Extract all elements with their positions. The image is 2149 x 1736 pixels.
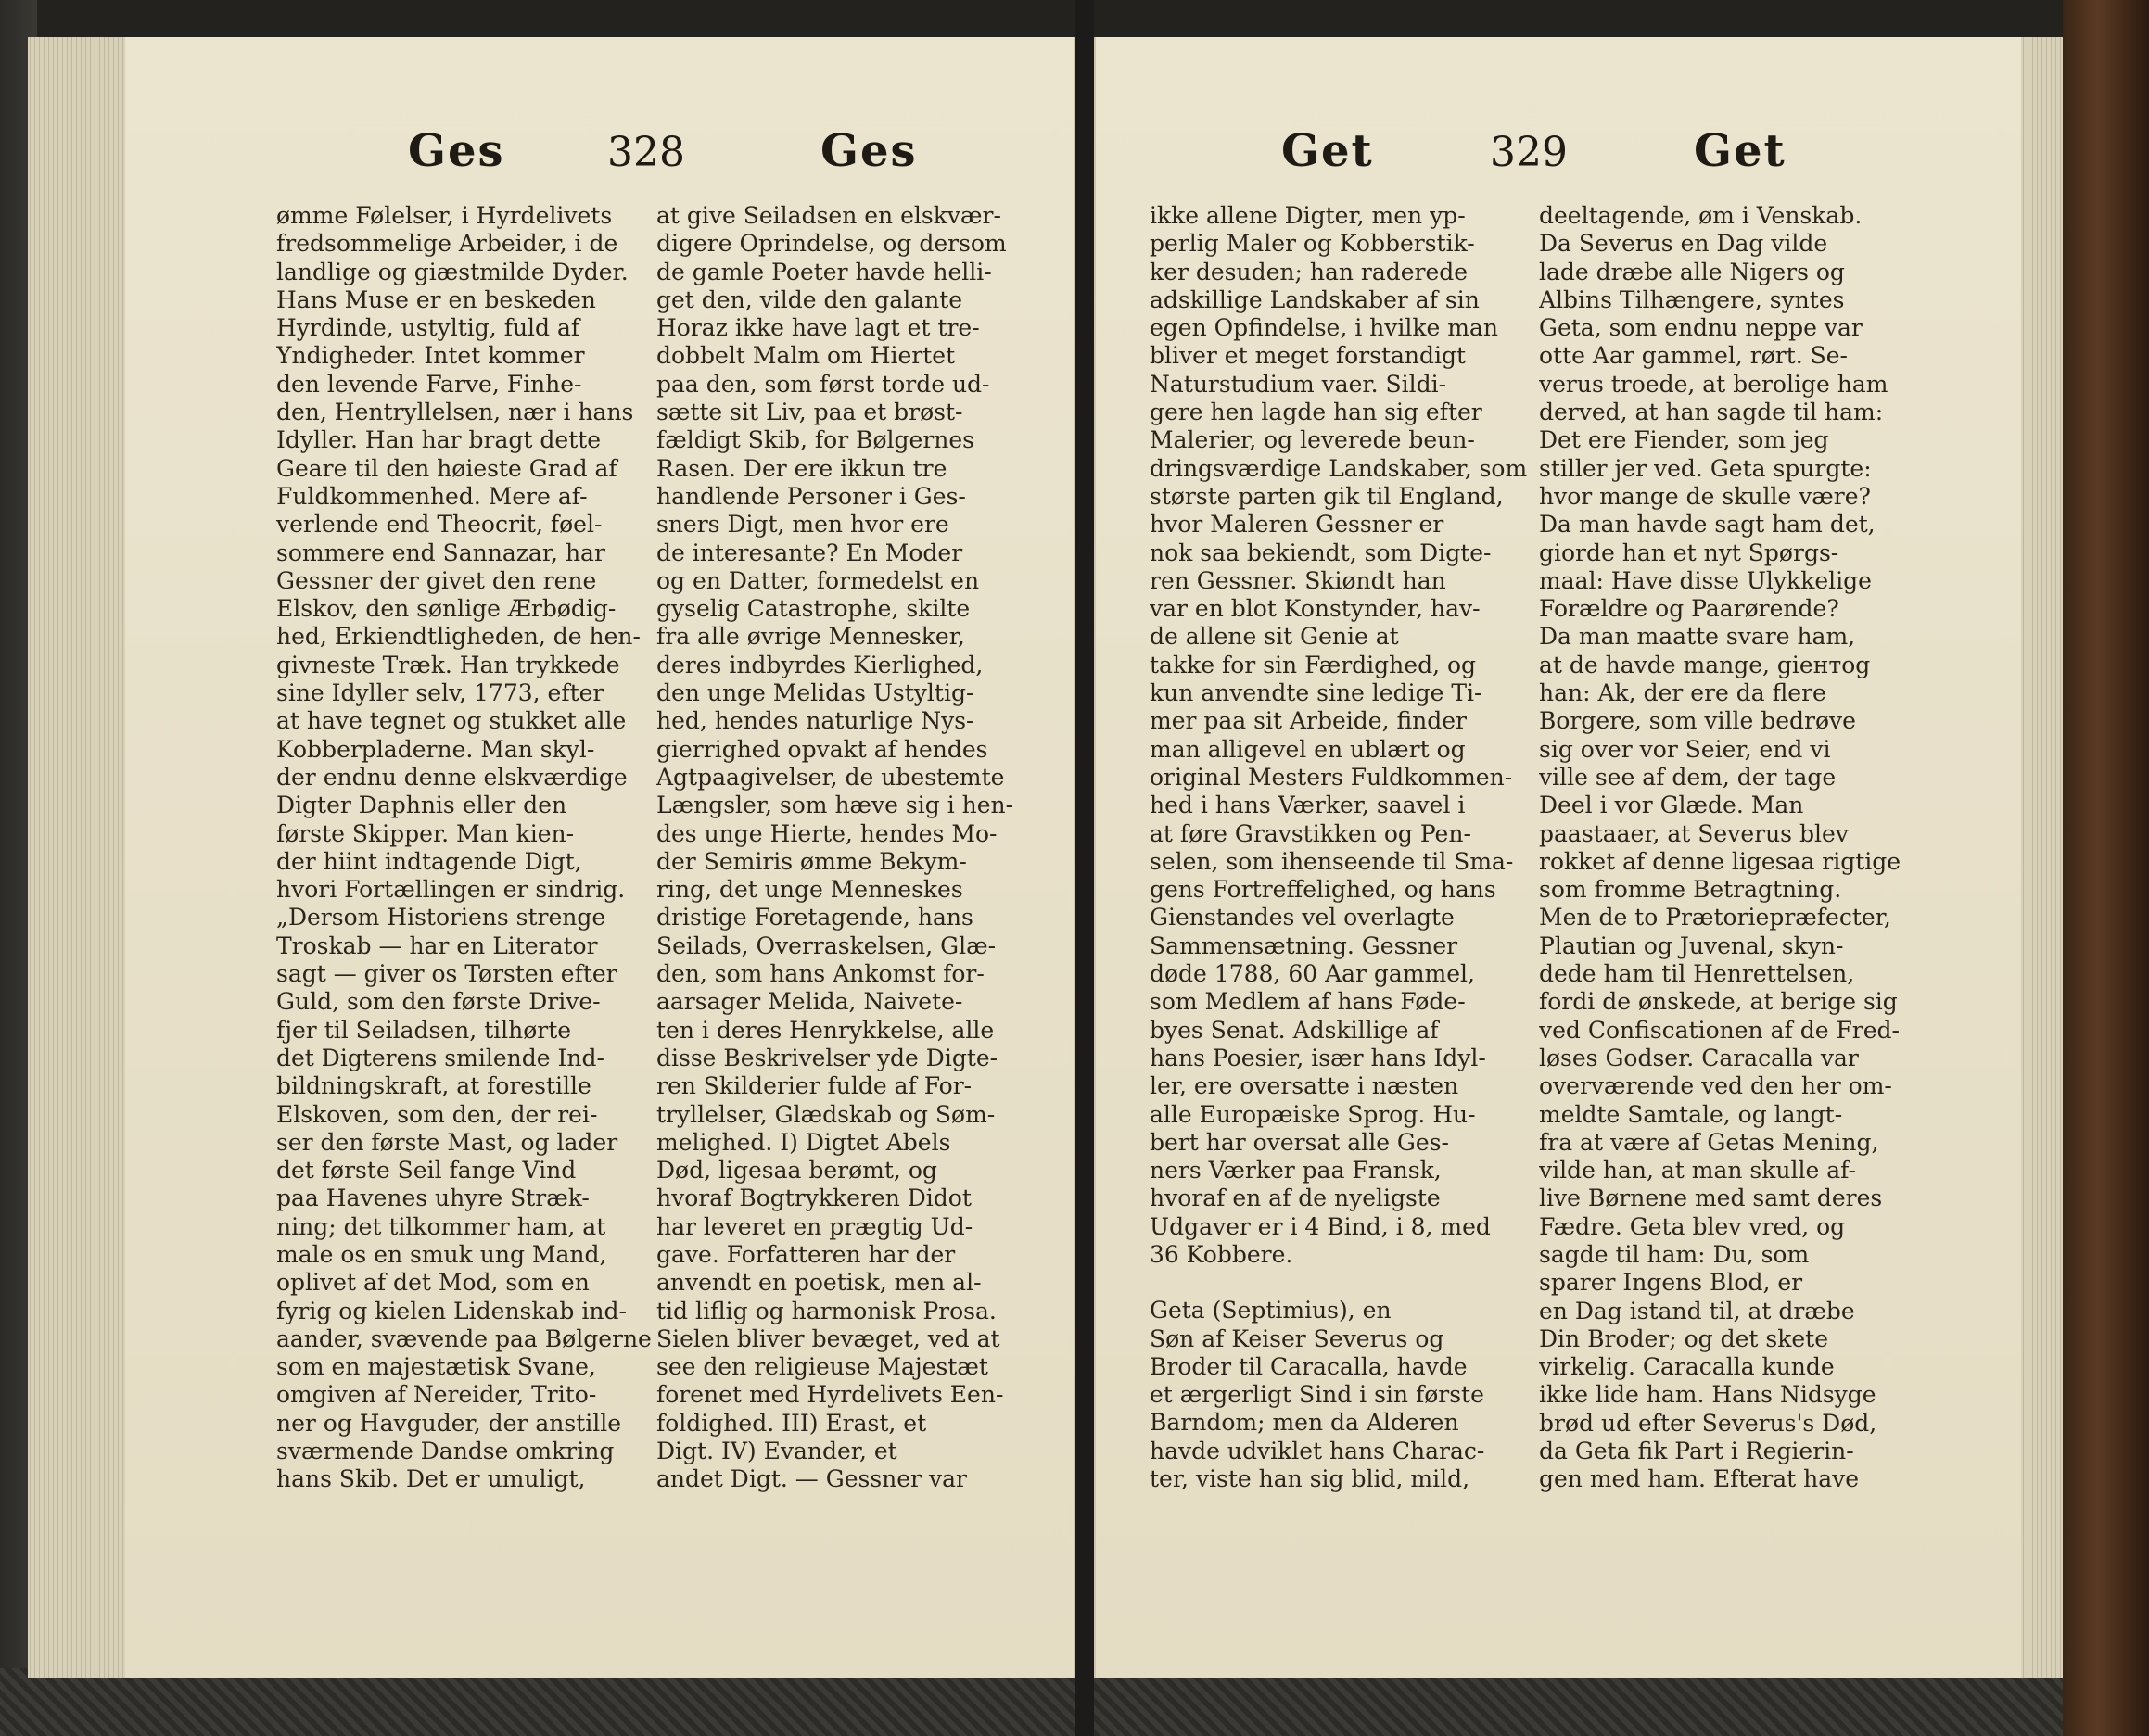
text-line: de allene sit Genie at bbox=[1150, 623, 1399, 651]
entry-separator bbox=[1150, 1269, 1558, 1297]
text-line: fordi de ønskede, at berige sig bbox=[1539, 988, 1898, 1016]
text-line: vilde han, at man skulle af- bbox=[1539, 1157, 1856, 1185]
text-line: aarsager Melida, Naivete- bbox=[656, 988, 963, 1016]
text-line: anvendt en poetisk, men al- bbox=[656, 1269, 982, 1297]
text-line: nok saa bekiendt, som Digte- bbox=[1150, 539, 1492, 566]
text-line: sparer Ingens Blod, er bbox=[1539, 1269, 1803, 1297]
text-line: Søn af Keiser Severus og bbox=[1150, 1324, 1444, 1352]
text-line: Geare til den høieste Grad af bbox=[276, 454, 617, 482]
text-line: ville see af dem, der tage bbox=[1539, 763, 1837, 791]
text-line: gyselig Catastrophe, skilte bbox=[656, 595, 971, 623]
text-line: Fuldkommenhed. Mere af- bbox=[276, 482, 588, 510]
text-line: gens Fortreffelighed, og hans bbox=[1150, 876, 1496, 904]
right-page-number: 329 bbox=[1490, 129, 1568, 176]
text-line: sagde til ham: Du, som bbox=[1539, 1240, 1810, 1268]
text-line: som fromme Betragtning. bbox=[1539, 876, 1842, 904]
text-line: Sammensætning. Gessner bbox=[1150, 931, 1458, 959]
text-line: aander, svævende paa Bølgerne bbox=[276, 1324, 652, 1352]
text-line: dobbelt Malm om Hiertet bbox=[656, 342, 956, 370]
text-line: fra at være af Getas Mening, bbox=[1539, 1128, 1879, 1156]
text-line: Hyrdinde, ustyltig, fuld af bbox=[276, 314, 580, 342]
left-page-header bbox=[28, 125, 1074, 190]
text-line: lade dræbe alle Nigers og bbox=[1539, 258, 1845, 285]
text-line: har leveret en prægtig Ud- bbox=[656, 1212, 973, 1240]
text-line: Naturstudium vaer. Sildi- bbox=[1150, 370, 1447, 398]
text-line: hed, hendes naturlige Nys- bbox=[656, 707, 974, 735]
text-line: Borgere, som ville bedrøve bbox=[1539, 707, 1856, 735]
text-line: paastaaer, at Severus blev bbox=[1539, 819, 1849, 847]
text-line: Agtpaagivelser, de ubestemte bbox=[656, 763, 1005, 791]
text-line: Gienstandes vel overlagte bbox=[1150, 904, 1455, 931]
text-line: en Dag istand til, at dræbe bbox=[1539, 1297, 1855, 1324]
text-line: ten i deres Henrykkelse, alle bbox=[656, 1016, 995, 1044]
text-line: den levende Farve, Finhe- bbox=[276, 370, 582, 398]
text-line: fældigt Skib, for Bølgernes bbox=[656, 426, 975, 454]
right-header-word-left: Get bbox=[1281, 125, 1374, 177]
text-line: Da Severus en Dag vilde bbox=[1539, 230, 1828, 258]
text-line: ømme Følelser, i Hyrdelivets bbox=[276, 202, 613, 229]
text-line: male os en smuk ung Mand, bbox=[276, 1240, 607, 1268]
text-line: det første Seil fange Vind bbox=[276, 1157, 577, 1185]
text-line: ning; det tilkommer ham, at bbox=[276, 1212, 606, 1240]
text-line: største parten gik til England, bbox=[1150, 482, 1504, 510]
text-line: Din Broder; og det skete bbox=[1539, 1324, 1828, 1352]
text-line: løses Godser. Caracalla var bbox=[1539, 1044, 1859, 1071]
text-line: som en majestætisk Svane, bbox=[276, 1353, 596, 1381]
text-line: giorde han et nyt Spørgs- bbox=[1539, 539, 1839, 566]
text-line: man alligevel en ublært og bbox=[1150, 735, 1466, 763]
text-line: Plautian og Juvenal, skyn- bbox=[1539, 931, 1844, 959]
text-line: hvoraf Bogtrykkeren Didot bbox=[656, 1185, 972, 1212]
text-line: Geta (Septimius), en bbox=[1150, 1297, 1392, 1324]
text-line: hans Skib. Det er umuligt, bbox=[276, 1465, 586, 1493]
left-page-edges bbox=[28, 37, 125, 1678]
text-line: Da man havde sagt ham det, bbox=[1539, 511, 1876, 539]
text-line: kun anvendte sine ledige Ti- bbox=[1150, 679, 1482, 707]
text-line: Det ere Fiender, som jeg bbox=[1539, 426, 1829, 454]
text-line: Fædre. Geta blev vred, og bbox=[1539, 1212, 1846, 1240]
text-line: Seilads, Overraskelsen, Glæ- bbox=[656, 931, 997, 959]
text-line: Albins Tilhængere, syntes bbox=[1539, 285, 1845, 313]
text-line: den, som hans Ankomst for- bbox=[656, 960, 985, 988]
text-line: Udgaver er i 4 Bind, i 8, med bbox=[1150, 1212, 1491, 1240]
text-line: ker desuden; han raderede bbox=[1150, 258, 1469, 285]
left-page-number: 328 bbox=[607, 129, 685, 176]
text-line: Hans Muse er en beskeden bbox=[276, 285, 596, 313]
left-page-column-2 bbox=[656, 202, 1064, 1494]
text-line: disse Beskrivelser yde Digte- bbox=[656, 1044, 998, 1071]
text-line: Digter Daphnis eller den bbox=[276, 792, 567, 819]
text-line: hvor mange de skulle være? bbox=[1539, 482, 1871, 510]
text-line: hans Poesier, især hans Idyl- bbox=[1150, 1044, 1486, 1071]
text-line: virkelig. Caracalla kunde bbox=[1539, 1353, 1835, 1381]
text-line: Længsler, som hæve sig i hen- bbox=[656, 792, 1014, 819]
text-line: perlig Maler og Kobberstik- bbox=[1150, 230, 1475, 258]
text-line: byes Senat. Adskillige af bbox=[1150, 1016, 1439, 1044]
book-gutter bbox=[1075, 0, 1094, 1736]
text-line: verlende end Theocrit, føel- bbox=[276, 511, 603, 539]
text-line: Idyller. Han har bragt dette bbox=[276, 426, 602, 454]
text-line: hvoraf en af de nyeligste bbox=[1150, 1185, 1441, 1212]
text-line: melighed. I) Digtet Abels bbox=[656, 1128, 951, 1156]
left-header-word-right: Ges bbox=[820, 125, 918, 177]
gessner-entry-continued bbox=[1150, 202, 1558, 1269]
text-line: Da man maatte svare ham, bbox=[1539, 623, 1856, 651]
text-line: sommere end Sannazar, har bbox=[276, 539, 605, 566]
text-line: døde 1788, 60 Aar gammel, bbox=[1150, 960, 1475, 988]
text-line: Sielen bliver bevæget, ved at bbox=[656, 1324, 1000, 1352]
text-line: digere Oprindelse, og dersom bbox=[656, 230, 1007, 258]
text-line: havde udviklet hans Charac- bbox=[1150, 1437, 1485, 1464]
text-line: Barndom; men da Alderen bbox=[1150, 1409, 1459, 1437]
text-line: sagt — giver os Tørsten efter bbox=[276, 960, 617, 988]
text-line: live Børnene med samt deres bbox=[1539, 1185, 1883, 1212]
text-line: den unge Melidas Ustyltig- bbox=[656, 679, 974, 707]
text-line: Kobberpladerne. Man skyl- bbox=[276, 735, 595, 763]
text-line: sine Idyller selv, 1773, efter bbox=[276, 679, 604, 707]
text-line: omgiven af Nereider, Trito- bbox=[276, 1381, 597, 1409]
text-line: fjer til Seiladsen, tilhørte bbox=[276, 1016, 572, 1044]
text-line: original Mesters Fuldkommen- bbox=[1150, 763, 1513, 791]
text-line: ner og Havguder, der anstille bbox=[276, 1409, 621, 1437]
background-bottom bbox=[0, 1668, 2149, 1736]
text-line: at de havde mange, giентog bbox=[1539, 651, 1871, 678]
text-line: der endnu denne elskværdige bbox=[276, 763, 628, 791]
text-line: Gessner der givet den rene bbox=[276, 566, 597, 594]
text-line: paa Havenes uhyre Stræk- bbox=[276, 1185, 590, 1212]
text-line: see den religieuse Majestæt bbox=[656, 1353, 988, 1381]
text-line: da Geta fik Part i Regierin- bbox=[1539, 1438, 1854, 1465]
text-line: gave. Forfatteren har der bbox=[656, 1240, 956, 1268]
left-page bbox=[28, 37, 1075, 1678]
text-line: ren Gessner. Skiøndt han bbox=[1150, 566, 1446, 594]
text-line: der hiint indtagende Digt, bbox=[276, 847, 582, 875]
text-line: hvor Maleren Gessner er bbox=[1150, 511, 1444, 539]
right-header-word-right: Get bbox=[1694, 125, 1787, 177]
text-line: gen med ham. Efterat have bbox=[1539, 1465, 1860, 1493]
geta-entry bbox=[1150, 1297, 1558, 1493]
text-line: deres indbyrdes Kierlighed, bbox=[656, 651, 984, 678]
text-line: rokket af denne ligesaa rigtige bbox=[1539, 847, 1901, 875]
text-line: og en Datter, formedelst en bbox=[656, 566, 980, 594]
text-line: bert har oversat alle Ges- bbox=[1150, 1128, 1449, 1156]
text-line: de interesante? En Moder bbox=[656, 539, 963, 566]
text-line: ter, viste han sig blid, mild, bbox=[1150, 1465, 1470, 1493]
text-line: Troskab — har en Literator bbox=[276, 931, 598, 959]
text-line: mer paa sit Arbeide, finder bbox=[1150, 707, 1467, 735]
text-line: at give Seiladsen en elskvær- bbox=[656, 202, 1001, 229]
text-line: sætte sit Liv, paa et brøst- bbox=[656, 399, 963, 426]
right-page-column-2 bbox=[1539, 202, 1947, 1494]
text-line: deeltagende, øm i Venskab. bbox=[1539, 202, 1863, 229]
text-line: ved Confiscationen af de Fred- bbox=[1539, 1016, 1900, 1044]
text-line: takke for sin Færdighed, og bbox=[1150, 651, 1477, 678]
text-line: Malerier, og leverede beun- bbox=[1150, 426, 1475, 454]
text-line: sig over vor Seier, end vi bbox=[1539, 735, 1831, 763]
right-page-header bbox=[1096, 125, 2063, 190]
text-line: forenet med Hyrdelivets Een- bbox=[656, 1381, 1004, 1409]
text-line: Digt. IV) Evander, et bbox=[656, 1438, 897, 1465]
text-line: givneste Træk. Han trykkede bbox=[276, 651, 620, 678]
text-line: den, Hentryllelsen, nær i hans bbox=[276, 399, 634, 426]
text-line: han: Ak, der ere da flere bbox=[1539, 679, 1826, 707]
text-line: fra alle øvrige Mennesker, bbox=[656, 623, 965, 651]
text-line: ren Skilderier fulde af For- bbox=[656, 1072, 973, 1100]
text-line: tid liflig og harmonisk Prosa. bbox=[656, 1297, 997, 1324]
text-line: derved, at han sagde til ham: bbox=[1539, 399, 1884, 426]
text-line: egen Opfindelse, i hvilke man bbox=[1150, 314, 1498, 342]
text-line: dede ham til Henrettelsen, bbox=[1539, 960, 1855, 988]
text-line: Yndigheder. Intet kommer bbox=[276, 342, 585, 370]
text-line: alle Europæiske Sprog. Hu- bbox=[1150, 1100, 1476, 1128]
text-line: bliver et meget forstandigt bbox=[1150, 342, 1467, 370]
text-line: sners Digt, men hvor ere bbox=[656, 511, 949, 539]
text-line: Geta, som endnu neppe var bbox=[1539, 314, 1863, 342]
text-line: Guld, som den første Drive- bbox=[276, 988, 601, 1016]
text-line: get den, vilde den galante bbox=[656, 285, 963, 313]
text-line: otte Aar gammel, rørt. Se- bbox=[1539, 342, 1849, 370]
text-line: fredsommelige Arbeider, i de bbox=[276, 230, 618, 258]
text-line: Elskoven, som den, der rei- bbox=[276, 1100, 598, 1128]
text-line: hed, Erkiendtligheden, de hen- bbox=[276, 623, 641, 651]
text-line: gere hen lagde han sig efter bbox=[1150, 399, 1482, 426]
text-line: maal: Have disse Ulykkelige bbox=[1539, 566, 1872, 594]
text-line: Forældre og Paarørende? bbox=[1539, 595, 1839, 623]
text-line: Broder til Caracalla, havde bbox=[1150, 1352, 1468, 1380]
text-line: var en blot Konstynder, hav- bbox=[1150, 595, 1481, 623]
text-line: det Digterens smilende Ind- bbox=[276, 1044, 604, 1071]
text-line: meldte Samtale, og langt- bbox=[1539, 1100, 1843, 1128]
text-line: Horaz ikke have lagt et tre- bbox=[656, 314, 980, 342]
text-line: hed i hans Værker, saavel i bbox=[1150, 792, 1466, 819]
right-page-column-1 bbox=[1150, 202, 1558, 1493]
left-header-word-left: Ges bbox=[408, 125, 505, 177]
text-line: „Dersom Historiens strenge bbox=[276, 904, 606, 931]
text-line: stiller jer ved. Geta spurgte: bbox=[1539, 454, 1872, 482]
text-line: paa den, som først torde ud- bbox=[656, 370, 990, 398]
text-line: Men de to Prætoriepræfecter, bbox=[1539, 904, 1891, 931]
right-page-edges bbox=[2021, 37, 2063, 1678]
book-cover-edge bbox=[2063, 0, 2149, 1736]
text-line: første Skipper. Man kien- bbox=[276, 819, 575, 847]
text-line: som Medlem af hans Føde- bbox=[1150, 988, 1466, 1016]
text-line: at have tegnet og stukket alle bbox=[276, 707, 627, 735]
text-line: gierrighed opvakt af hendes bbox=[656, 735, 988, 763]
text-line: ners Værker paa Fransk, bbox=[1150, 1157, 1442, 1185]
text-line: oplivet af det Mod, som en bbox=[276, 1269, 590, 1297]
text-line: landlige og giæstmilde Dyder. bbox=[276, 258, 629, 285]
text-line: sværmende Dandse omkring bbox=[276, 1438, 615, 1465]
text-line: ring, det unge Menneskes bbox=[656, 876, 963, 904]
text-line: dringsværdige Landskaber, som bbox=[1150, 454, 1528, 482]
text-line: Død, ligesaa berømt, og bbox=[656, 1157, 937, 1185]
text-line: handlende Personer i Ges- bbox=[656, 482, 966, 510]
text-line: Rasen. Der ere ikkun tre bbox=[656, 454, 947, 482]
text-line: andet Digt. — Gessner var bbox=[656, 1465, 967, 1493]
text-line: ler, ere oversatte i næsten bbox=[1150, 1072, 1459, 1100]
text-line: tryllelser, Glædskab og Søm- bbox=[656, 1100, 996, 1128]
text-line: fyrig og kielen Lidenskab ind- bbox=[276, 1297, 627, 1324]
text-line: dristige Foretagende, hans bbox=[656, 904, 973, 931]
text-line: ser den første Mast, og lader bbox=[276, 1128, 618, 1156]
left-page-column-1 bbox=[276, 202, 684, 1494]
text-line: brød ud efter Severus's Død, bbox=[1539, 1409, 1877, 1437]
text-line: bildningskraft, at forestille bbox=[276, 1072, 591, 1100]
text-line: foldighed. III) Erast, et bbox=[656, 1409, 927, 1437]
text-line: ikke lide ham. Hans Nidsyge bbox=[1539, 1381, 1876, 1409]
text-line: ikke allene Digter, men yp- bbox=[1150, 202, 1466, 229]
text-line: et ærgerligt Sind i sin første bbox=[1150, 1381, 1484, 1409]
text-line: der Semiris ømme Bekym- bbox=[656, 847, 967, 875]
text-line: hvori Fortællingen er sindrig. bbox=[276, 876, 626, 904]
text-line: Elskov, den sønlige Ærbødig- bbox=[276, 595, 617, 623]
text-line: des unge Hierte, hendes Mo- bbox=[656, 819, 998, 847]
right-page bbox=[1094, 37, 2063, 1678]
text-line: at føre Gravstikken og Pen- bbox=[1150, 819, 1471, 847]
text-line: de gamle Poeter havde helli- bbox=[656, 258, 992, 285]
text-line: verus troede, at berolige ham bbox=[1539, 370, 1888, 398]
text-line: Deel i vor Glæde. Man bbox=[1539, 792, 1804, 819]
text-line: adskillige Landskaber af sin bbox=[1150, 285, 1480, 313]
text-line: 36 Kobbere. bbox=[1150, 1240, 1293, 1268]
text-line: selen, som ihenseende til Sma- bbox=[1150, 847, 1514, 875]
text-line: overværende ved den her om- bbox=[1539, 1072, 1892, 1100]
